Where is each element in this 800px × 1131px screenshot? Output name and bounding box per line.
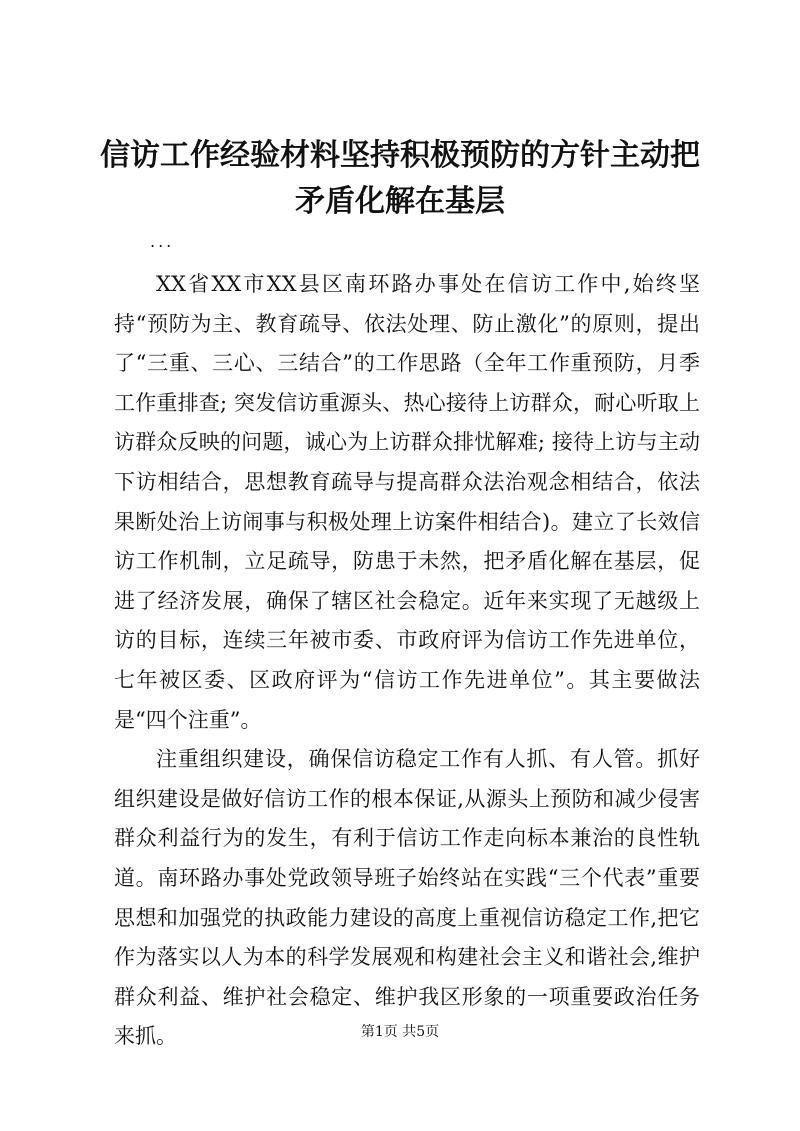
page-footer: 第1页 共5页 (360, 1024, 440, 1040)
title-line-1: 信访工作经验材料坚持积极预防的方针主动把 (100, 138, 700, 173)
document-title (100, 133, 700, 225)
paragraph: XX省XX市XX县区南环路办事处在信访工作中,始终坚持“预防为主、教育疏导、依法处理、防止激化”的原则，提出了“三重、三心、三结合”的工作思路（全年工作重预防，月季工作重排查; 突发信访重源头、热心接待上访群众，耐心听取上访群众反映的问题，诚心为上访群众排忧解难; 接待上访与主动下访相结合，思想教育疏导与提高群众法治观念相结合，依法果断处治上访闹事与积极处理上访案件相结合)。建立了长效信访工作机制，立足疏导，防患于未然，把矛盾化解在基层，促进了经济发展，确保了辖区社会稳定。近年来实现了无越级上访的目标，连续三年被市委、市政府评为信访工作先进单位，七年被区委、区政府评为“信访工作先进单位”。其主要做法是“四个注重”。 (114, 272, 700, 732)
document-body (114, 265, 700, 1057)
paragraph: 注重组织建设，确保信访稳定工作有人抓、有人管。抓好组织建设是做好信访工作的根本保证,从源头上预防和减少侵害群众利益行为的发生，有利于信访工作走向标本兼治的良性轨道。南环路办事处党政领导班子始终站在实践“三个代表”重要思想和加强党的执政能力建设的高度上重视信访稳定工作,把它作为落实以人为本的科学发展观和构建社会主义和谐社会,维护群众利益、维护社会稳定、维护我区形象的一项重要政治任务来抓。 (114, 747, 700, 1049)
ellipsis-marker: ... (150, 232, 175, 251)
title-line-2: 矛盾化解在基层 (295, 184, 505, 219)
